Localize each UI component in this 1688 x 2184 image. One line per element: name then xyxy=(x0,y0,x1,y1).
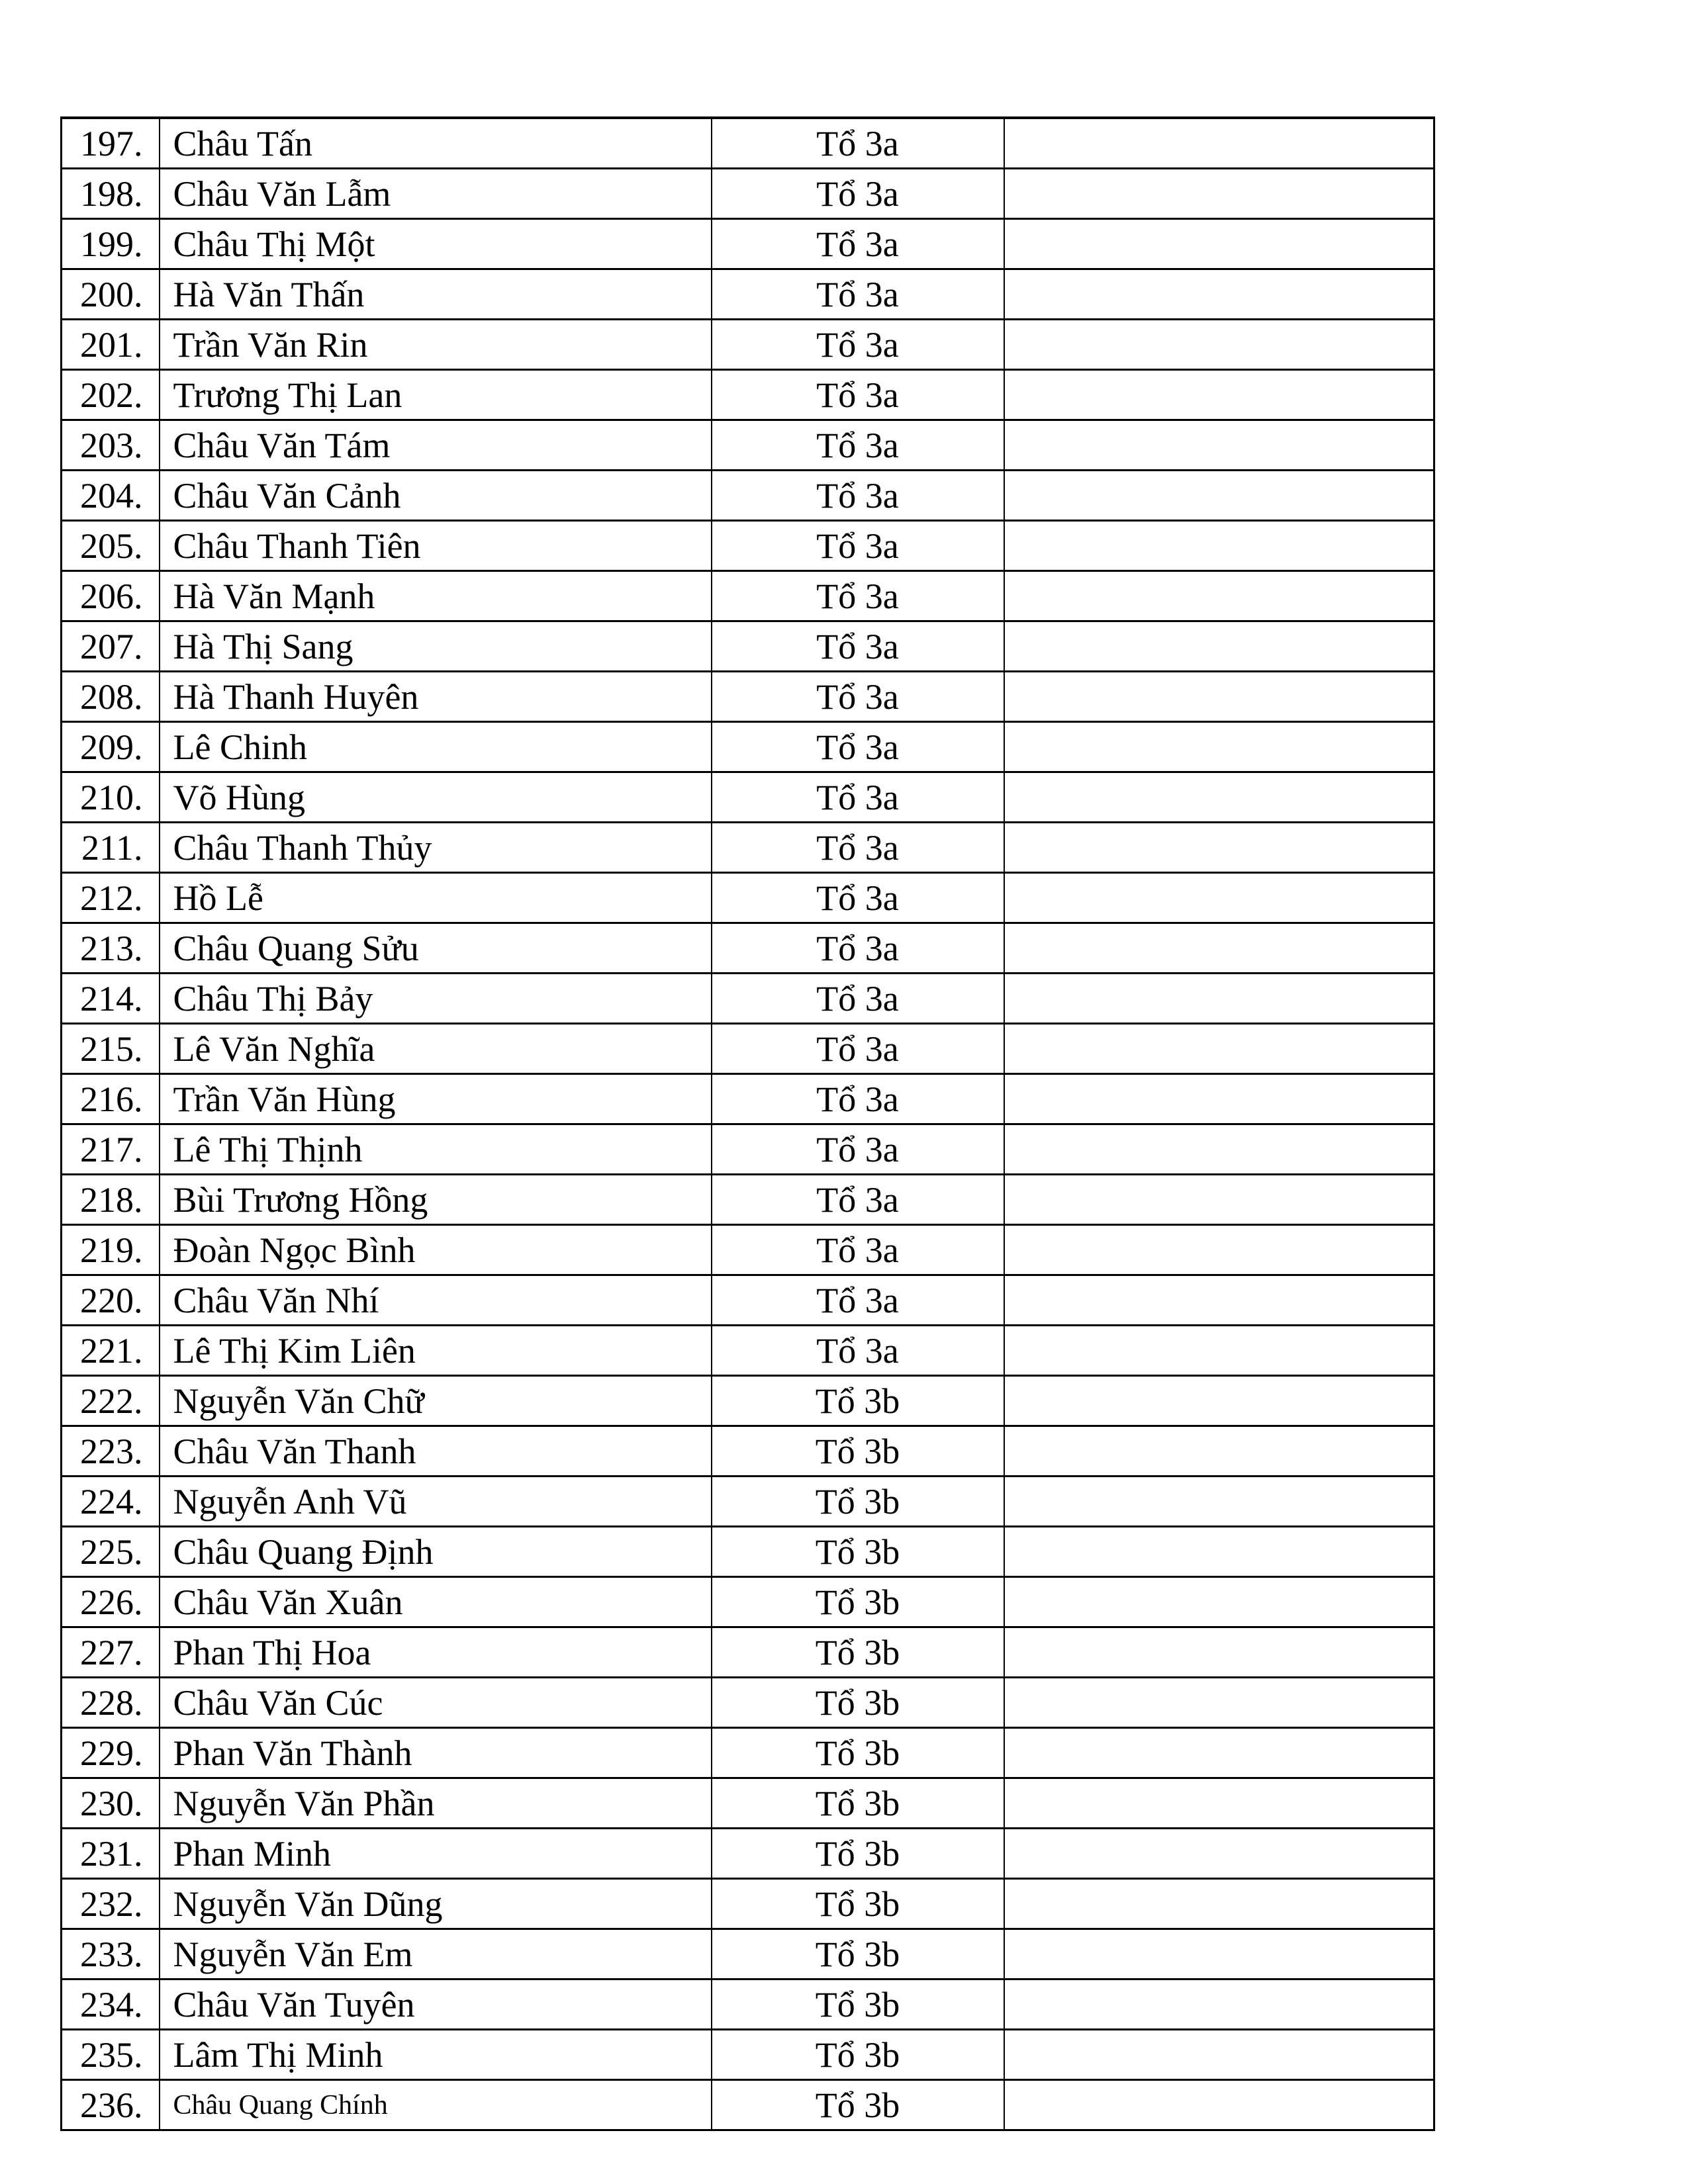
row-number-cell: 209. xyxy=(62,722,160,772)
notes-cell xyxy=(1004,471,1434,521)
person-name-cell: Nguyễn Văn Chữ xyxy=(160,1376,712,1426)
group-cell: Tổ 3a xyxy=(712,772,1004,823)
table-row xyxy=(62,118,1434,169)
notes-cell xyxy=(1004,420,1434,471)
group-cell: Tổ 3a xyxy=(712,269,1004,320)
table-row xyxy=(62,1376,1434,1426)
person-name-cell: Nguyễn Văn Dũng xyxy=(160,1879,712,1929)
person-name-cell: Châu Thị Một xyxy=(160,219,712,269)
notes-cell xyxy=(1004,169,1434,219)
table-row xyxy=(62,1074,1434,1124)
row-number-cell: 226. xyxy=(62,1577,160,1627)
roster-table-body xyxy=(62,118,1434,2130)
group-cell: Tổ 3a xyxy=(712,219,1004,269)
group-cell: Tổ 3b xyxy=(712,1527,1004,1577)
table-row xyxy=(62,672,1434,722)
row-number-cell: 225. xyxy=(62,1527,160,1577)
person-name-cell: Lâm Thị Minh xyxy=(160,2030,712,2080)
table-row xyxy=(62,923,1434,974)
group-cell: Tổ 3a xyxy=(712,521,1004,571)
group-cell: Tổ 3a xyxy=(712,420,1004,471)
group-cell: Tổ 3b xyxy=(712,1678,1004,1728)
notes-cell xyxy=(1004,1929,1434,1979)
table-row xyxy=(62,1225,1434,1275)
table-row xyxy=(62,1929,1434,1979)
notes-cell xyxy=(1004,1829,1434,1879)
row-number-cell: 222. xyxy=(62,1376,160,1426)
row-number-cell: 202. xyxy=(62,370,160,420)
table-row xyxy=(62,823,1434,873)
notes-cell xyxy=(1004,521,1434,571)
notes-cell xyxy=(1004,1477,1434,1527)
person-name-cell: Châu Văn Tám xyxy=(160,420,712,471)
row-number-cell: 230. xyxy=(62,1778,160,1829)
table-row xyxy=(62,320,1434,370)
notes-cell xyxy=(1004,2030,1434,2080)
row-number-cell: 200. xyxy=(62,269,160,320)
notes-cell xyxy=(1004,1326,1434,1376)
group-cell: Tổ 3a xyxy=(712,621,1004,672)
person-name-cell: Châu Văn Nhí xyxy=(160,1275,712,1326)
table-row xyxy=(62,1829,1434,1879)
group-cell: Tổ 3a xyxy=(712,370,1004,420)
table-row xyxy=(62,772,1434,823)
table-row xyxy=(62,1426,1434,1477)
notes-cell xyxy=(1004,1376,1434,1426)
person-name-cell: Hồ Lễ xyxy=(160,873,712,923)
person-name-cell: Hà Thị Sang xyxy=(160,621,712,672)
person-name-cell: Châu Văn Lẫm xyxy=(160,169,712,219)
person-name-cell: Châu Quang Sửu xyxy=(160,923,712,974)
notes-cell xyxy=(1004,823,1434,873)
person-name-cell: Châu Quang Chính xyxy=(160,2080,712,2130)
table-row xyxy=(62,1627,1434,1678)
person-name-cell: Châu Văn Cảnh xyxy=(160,471,712,521)
person-name-cell: Bùi Trương Hồng xyxy=(160,1175,712,1225)
group-cell: Tổ 3a xyxy=(712,873,1004,923)
row-number-cell: 216. xyxy=(62,1074,160,1124)
row-number-cell: 197. xyxy=(62,118,160,169)
group-cell: Tổ 3a xyxy=(712,169,1004,219)
group-cell: Tổ 3b xyxy=(712,1376,1004,1426)
row-number-cell: 215. xyxy=(62,1024,160,1074)
notes-cell xyxy=(1004,1124,1434,1175)
table-row xyxy=(62,219,1434,269)
group-cell: Tổ 3b xyxy=(712,1426,1004,1477)
person-name-cell: Phan Minh xyxy=(160,1829,712,1879)
table-row xyxy=(62,2030,1434,2080)
table-row xyxy=(62,1879,1434,1929)
table-row xyxy=(62,1778,1434,1829)
row-number-cell: 213. xyxy=(62,923,160,974)
notes-cell xyxy=(1004,571,1434,621)
notes-cell xyxy=(1004,1627,1434,1678)
group-cell: Tổ 3b xyxy=(712,1778,1004,1829)
person-name-cell: Châu Văn Tuyên xyxy=(160,1979,712,2030)
table-row xyxy=(62,1175,1434,1225)
table-row xyxy=(62,1728,1434,1778)
notes-cell xyxy=(1004,923,1434,974)
table-row xyxy=(62,2080,1434,2130)
group-cell: Tổ 3a xyxy=(712,672,1004,722)
notes-cell xyxy=(1004,1678,1434,1728)
person-name-cell: Lê Văn Nghĩa xyxy=(160,1024,712,1074)
notes-cell xyxy=(1004,1527,1434,1577)
notes-cell xyxy=(1004,1979,1434,2030)
notes-cell xyxy=(1004,1728,1434,1778)
group-cell: Tổ 3a xyxy=(712,1024,1004,1074)
person-name-cell: Lê Thị Kim Liên xyxy=(160,1326,712,1376)
person-name-cell: Châu Tấn xyxy=(160,118,712,169)
row-number-cell: 210. xyxy=(62,772,160,823)
group-cell: Tổ 3b xyxy=(712,1577,1004,1627)
table-row xyxy=(62,974,1434,1024)
notes-cell xyxy=(1004,370,1434,420)
person-name-cell: Châu Văn Xuân xyxy=(160,1577,712,1627)
notes-cell xyxy=(1004,772,1434,823)
person-name-cell: Châu Thanh Thủy xyxy=(160,823,712,873)
row-number-cell: 233. xyxy=(62,1929,160,1979)
person-name-cell: Trần Văn Hùng xyxy=(160,1074,712,1124)
group-cell: Tổ 3a xyxy=(712,1074,1004,1124)
row-number-cell: 205. xyxy=(62,521,160,571)
person-name-cell: Châu Thị Bảy xyxy=(160,974,712,1024)
table-row xyxy=(62,1577,1434,1627)
row-number-cell: 212. xyxy=(62,873,160,923)
group-cell: Tổ 3a xyxy=(712,1225,1004,1275)
notes-cell xyxy=(1004,1879,1434,1929)
row-number-cell: 208. xyxy=(62,672,160,722)
person-name-cell: Hà Văn Thấn xyxy=(160,269,712,320)
notes-cell xyxy=(1004,974,1434,1024)
table-row xyxy=(62,471,1434,521)
table-row xyxy=(62,521,1434,571)
person-name-cell: Châu Thanh Tiên xyxy=(160,521,712,571)
notes-cell xyxy=(1004,2080,1434,2130)
row-number-cell: 224. xyxy=(62,1477,160,1527)
group-cell: Tổ 3b xyxy=(712,1728,1004,1778)
row-number-cell: 203. xyxy=(62,420,160,471)
person-name-cell: Lê Chinh xyxy=(160,722,712,772)
person-name-cell: Phan Văn Thành xyxy=(160,1728,712,1778)
group-cell: Tổ 3b xyxy=(712,1477,1004,1527)
row-number-cell: 214. xyxy=(62,974,160,1024)
notes-cell xyxy=(1004,722,1434,772)
group-cell: Tổ 3b xyxy=(712,2080,1004,2130)
group-cell: Tổ 3b xyxy=(712,2030,1004,2080)
group-cell: Tổ 3b xyxy=(712,1929,1004,1979)
group-cell: Tổ 3a xyxy=(712,1175,1004,1225)
table-row xyxy=(62,1678,1434,1728)
row-number-cell: 217. xyxy=(62,1124,160,1175)
notes-cell xyxy=(1004,1074,1434,1124)
notes-cell xyxy=(1004,320,1434,370)
notes-cell xyxy=(1004,1778,1434,1829)
row-number-cell: 235. xyxy=(62,2030,160,2080)
table-row xyxy=(62,370,1434,420)
person-name-cell: Nguyễn Anh Vũ xyxy=(160,1477,712,1527)
notes-cell xyxy=(1004,1426,1434,1477)
person-name-cell: Võ Hùng xyxy=(160,772,712,823)
notes-cell xyxy=(1004,269,1434,320)
table-row xyxy=(62,873,1434,923)
row-number-cell: 229. xyxy=(62,1728,160,1778)
group-cell: Tổ 3a xyxy=(712,320,1004,370)
group-cell: Tổ 3b xyxy=(712,1979,1004,2030)
row-number-cell: 221. xyxy=(62,1326,160,1376)
person-name-cell: Hà Văn Mạnh xyxy=(160,571,712,621)
row-number-cell: 211. xyxy=(62,823,160,873)
notes-cell xyxy=(1004,1275,1434,1326)
person-name-cell: Hà Thanh Huyên xyxy=(160,672,712,722)
person-name-cell: Nguyễn Văn Em xyxy=(160,1929,712,1979)
person-name-cell: Trương Thị Lan xyxy=(160,370,712,420)
group-cell: Tổ 3a xyxy=(712,1326,1004,1376)
person-name-cell: Nguyễn Văn Phần xyxy=(160,1778,712,1829)
table-row xyxy=(62,722,1434,772)
group-cell: Tổ 3a xyxy=(712,571,1004,621)
roster-table xyxy=(60,116,1435,2131)
person-name-cell: Lê Thị Thịnh xyxy=(160,1124,712,1175)
table-row xyxy=(62,621,1434,672)
row-number-cell: 198. xyxy=(62,169,160,219)
row-number-cell: 227. xyxy=(62,1627,160,1678)
row-number-cell: 218. xyxy=(62,1175,160,1225)
notes-cell xyxy=(1004,1175,1434,1225)
row-number-cell: 206. xyxy=(62,571,160,621)
group-cell: Tổ 3a xyxy=(712,923,1004,974)
row-number-cell: 231. xyxy=(62,1829,160,1879)
notes-cell xyxy=(1004,219,1434,269)
group-cell: Tổ 3a xyxy=(712,1124,1004,1175)
row-number-cell: 220. xyxy=(62,1275,160,1326)
table-row xyxy=(62,1024,1434,1074)
table-row xyxy=(62,169,1434,219)
notes-cell xyxy=(1004,1024,1434,1074)
row-number-cell: 234. xyxy=(62,1979,160,2030)
notes-cell xyxy=(1004,1225,1434,1275)
table-row xyxy=(62,1979,1434,2030)
row-number-cell: 228. xyxy=(62,1678,160,1728)
group-cell: Tổ 3a xyxy=(712,471,1004,521)
group-cell: Tổ 3a xyxy=(712,722,1004,772)
row-number-cell: 199. xyxy=(62,219,160,269)
table-row xyxy=(62,1326,1434,1376)
group-cell: Tổ 3b xyxy=(712,1627,1004,1678)
person-name-cell: Châu Văn Thanh xyxy=(160,1426,712,1477)
notes-cell xyxy=(1004,873,1434,923)
row-number-cell: 219. xyxy=(62,1225,160,1275)
person-name-cell: Châu Quang Định xyxy=(160,1527,712,1577)
person-name-cell: Châu Văn Cúc xyxy=(160,1678,712,1728)
table-row xyxy=(62,1527,1434,1577)
group-cell: Tổ 3b xyxy=(712,1829,1004,1879)
row-number-cell: 204. xyxy=(62,471,160,521)
group-cell: Tổ 3a xyxy=(712,974,1004,1024)
group-cell: Tổ 3a xyxy=(712,118,1004,169)
table-row xyxy=(62,571,1434,621)
person-name-cell: Đoàn Ngọc Bình xyxy=(160,1225,712,1275)
row-number-cell: 236. xyxy=(62,2080,160,2130)
table-row xyxy=(62,1477,1434,1527)
table-row xyxy=(62,1275,1434,1326)
row-number-cell: 201. xyxy=(62,320,160,370)
table-row xyxy=(62,1124,1434,1175)
notes-cell xyxy=(1004,672,1434,722)
notes-cell xyxy=(1004,621,1434,672)
row-number-cell: 223. xyxy=(62,1426,160,1477)
person-name-cell: Phan Thị Hoa xyxy=(160,1627,712,1678)
group-cell: Tổ 3a xyxy=(712,1275,1004,1326)
row-number-cell: 232. xyxy=(62,1879,160,1929)
table-row xyxy=(62,269,1434,320)
notes-cell xyxy=(1004,1577,1434,1627)
person-name-cell: Trần Văn Rin xyxy=(160,320,712,370)
table-row xyxy=(62,420,1434,471)
group-cell: Tổ 3a xyxy=(712,823,1004,873)
notes-cell xyxy=(1004,118,1434,169)
group-cell: Tổ 3b xyxy=(712,1879,1004,1929)
row-number-cell: 207. xyxy=(62,621,160,672)
